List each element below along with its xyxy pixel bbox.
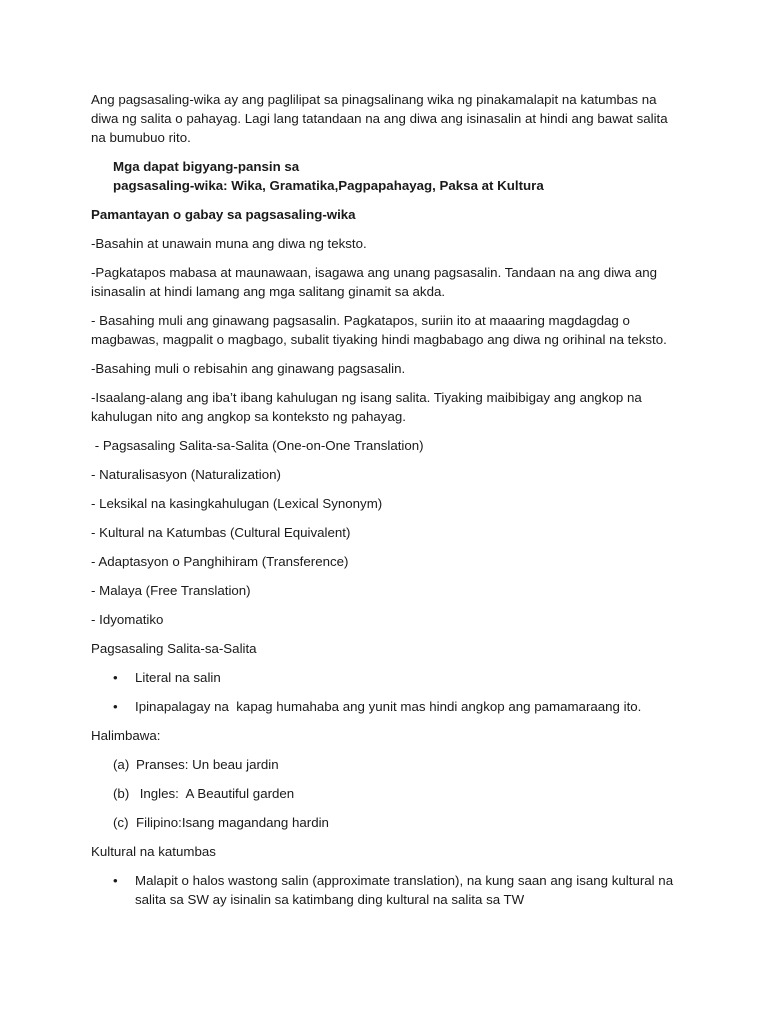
enum-marker: (a) <box>113 757 130 772</box>
guideline-item: -Basahing muli o rebisahin ang ginawang pagsasalin. <box>91 361 406 376</box>
examples-list <box>91 755 681 832</box>
example-text: Ingles: A Beautiful garden <box>136 786 295 801</box>
list-item <box>91 755 681 774</box>
enum-marker: (b) <box>113 786 130 801</box>
list-item <box>91 871 681 909</box>
considerations-heading-line-2: pagsasaling-wika: Wika, Gramatika,Pagpapahayag, Paksa at Kultura <box>113 178 544 193</box>
list-item <box>91 668 681 687</box>
cultural-equivalent-bullets <box>91 871 681 909</box>
bullet-icon: • <box>113 873 118 888</box>
bullet-text: Malapit o halos wastong salin (approximate translation), na kung saan ang isang kultural na salita sa SW ay isinalin sa katimbang ding kultural na salita sa TW <box>135 873 674 907</box>
cultural-equivalent-title: Kultural na katumbas <box>91 844 216 859</box>
bullet-text: Literal na salin <box>135 670 221 685</box>
guidelines-heading: Pamantayan o gabay sa pagsasaling-wika <box>91 207 356 222</box>
list-item <box>91 697 681 716</box>
guideline-item: -Basahin at unawain muna ang diwa ng teksto. <box>91 236 367 251</box>
list-item <box>91 784 681 803</box>
examples-title: Halimbawa: <box>91 728 161 743</box>
bullet-icon: • <box>113 670 118 685</box>
document-body <box>91 90 681 919</box>
method-item: - Pagsasaling Salita-sa-Salita (One-on-One Translation) <box>91 438 424 453</box>
considerations-heading <box>113 157 681 195</box>
method-item: - Malaya (Free Translation) <box>91 583 251 598</box>
guideline-item: - Basahing muli ang ginawang pagsasalin. Pagkatapos, suriin ito at maaaring magdagdag o magbawas, magpalit o magbago, subalit tiyaking hindi magbabago ang diwa ng orihinal na teksto. <box>91 313 667 347</box>
list-item <box>91 813 681 832</box>
method-item: - Adaptasyon o Panghihiram (Transference) <box>91 554 349 569</box>
guideline-item: -Isaalang-alang ang iba’t ibang kahulugan ng isang salita. Tiyaking maibibigay ang angkop na kahulugan nito ang angkop sa konteksto ng pahayag. <box>91 390 642 424</box>
method-item: - Leksikal na kasingkahulugan (Lexical Synonym) <box>91 496 383 511</box>
guideline-item: -Pagkatapos mabasa at maunawaan, isagawa ang unang pagsasalin. Tandaan na ang diwa ang isinasalin at hindi lamang ang mga salitang ginamit sa akda. <box>91 265 658 299</box>
word-translation-bullets <box>91 668 681 716</box>
bullet-text: Ipinapalagay na kapag humahaba ang yunit mas hindi angkop ang pamamaraang ito. <box>135 699 642 714</box>
bullet-icon: • <box>113 699 118 714</box>
method-item: - Kultural na Katumbas (Cultural Equivalent) <box>91 525 351 540</box>
considerations-heading-line-1: Mga dapat bigyang-pansin sa <box>113 159 300 174</box>
intro-paragraph: Ang pagsasaling-wika ay ang paglilipat sa pinagsalinang wika ng pinakamalapit na katumbas na diwa ng salita o pahayag. Lagi lang tatandaan na ang diwa ang isinasalin at hindi ang bawat salita na bumubuo rito. <box>91 92 668 145</box>
method-item: - Naturalisasyon (Naturalization) <box>91 467 281 482</box>
example-text: Filipino:Isang magandang hardin <box>136 815 329 830</box>
example-text: Pranses: Un beau jardin <box>136 757 279 772</box>
word-translation-title: Pagsasaling Salita-sa-Salita <box>91 641 257 656</box>
enum-marker: (c) <box>113 815 129 830</box>
method-item: - Idyomatiko <box>91 612 164 627</box>
